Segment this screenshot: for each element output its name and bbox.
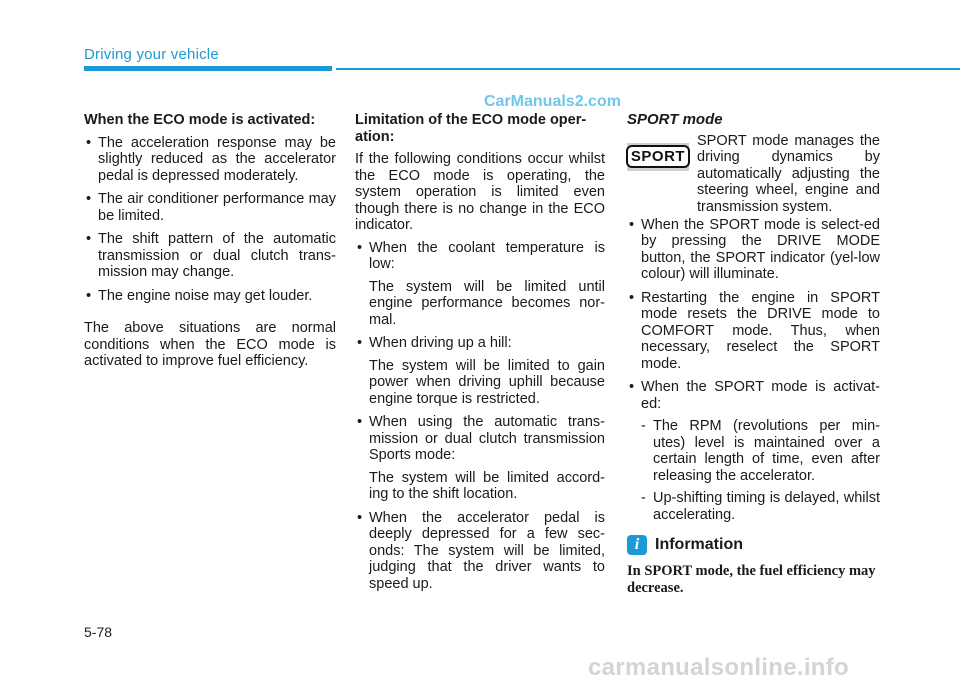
list-item [355,414,605,503]
list-item: • The air conditioner performance may be limited. [84,191,336,224]
condition-label: • When the coolant temperature is low: [369,239,605,272]
condition-detail: The system will be limited to gain power when driving uphill because engine torque is restricted. [369,357,605,407]
dash-item: - The RPM (revolutions per min-utes) level is maintained over a certain length of time, even after releasing the accelerator. [641,418,880,484]
eco-limitation-list [355,240,605,593]
watermark-top: CarManuals2.com [484,93,621,110]
information-label: Information [655,535,743,553]
column-eco-limitation [355,112,605,599]
list-item: • Restarting the engine in SPORT mode resets the DRIVE mode to COMFORT mode. Thus, when necessary, reselect the SPORT mode. [627,290,880,373]
condition-label: • When using the automatic trans-mission or dual clutch transmission Sports mode: [369,414,605,463]
sport-intro-block [627,133,880,213]
watermark-bottom: carmanualsonline.info [588,654,850,681]
header-rule-thick [84,66,332,71]
list-item: • The acceleration response may be slightly reduced as the accelerator pedal is depressed moderately. [84,135,336,185]
information-header [627,535,880,555]
column-eco-activated [84,112,336,376]
eco-limitation-intro: If the following conditions occur whilst the ECO mode is operating, the system operation is limited even though there is no change in the ECO indicator. [355,151,605,233]
section-title: Driving your vehicle [84,46,219,63]
list-item [355,510,605,593]
info-icon: i [627,535,647,555]
sport-badge-label: SPORT [626,145,690,168]
dash-item: - Up-shifting timing is delayed, whilst accelerating. [641,490,880,523]
page-number: 5-78 [84,624,113,640]
eco-limitation-heading: Limitation of the ECO mode oper-ation: [355,112,587,145]
list-item [355,335,605,407]
condition-label: • When driving up a hill: [369,335,512,351]
eco-normal-paragraph: The above situations are normal conditions when the ECO mode is activated to improve fuel efficiency. [84,320,336,369]
header-rule-thin [336,68,960,70]
eco-activated-heading: When the ECO mode is activated: [84,112,316,128]
condition-label: • When the accelerator pedal is deeply depressed for a few sec-onds: The system will be limited, judging that the driver wants to speed up. [369,509,605,592]
condition-detail: The system will be limited until engine performance becomes nor-mal. [369,278,605,328]
information-text: In SPORT mode, the fuel efficiency may decrease. [627,563,876,596]
eco-activated-list [84,135,336,305]
condition-detail: The system will be limited accord-ing to the shift location. [369,469,605,502]
column-sport-mode [627,112,880,597]
sport-mode-list [627,217,880,524]
sport-mode-heading: SPORT mode [627,111,723,128]
list-item: • When the SPORT mode is select-ed by pressing the DRIVE MODE button, the SPORT indicator (yel-low colour) will illuminate. [627,217,880,283]
list-item [627,379,880,523]
sport-indicator-icon [627,143,689,171]
list-item: • The engine noise may get louder. [84,288,336,305]
sport-activated-label: • When the SPORT mode is activat-ed: [641,379,880,412]
list-item [355,240,605,329]
list-item: • The shift pattern of the automatic transmission or dual clutch trans-mission may change. [84,231,336,281]
sport-intro-text: SPORT mode manages the driving dynamics by automatically adjusting the steering wheel, engine and transmission system. [697,132,880,215]
